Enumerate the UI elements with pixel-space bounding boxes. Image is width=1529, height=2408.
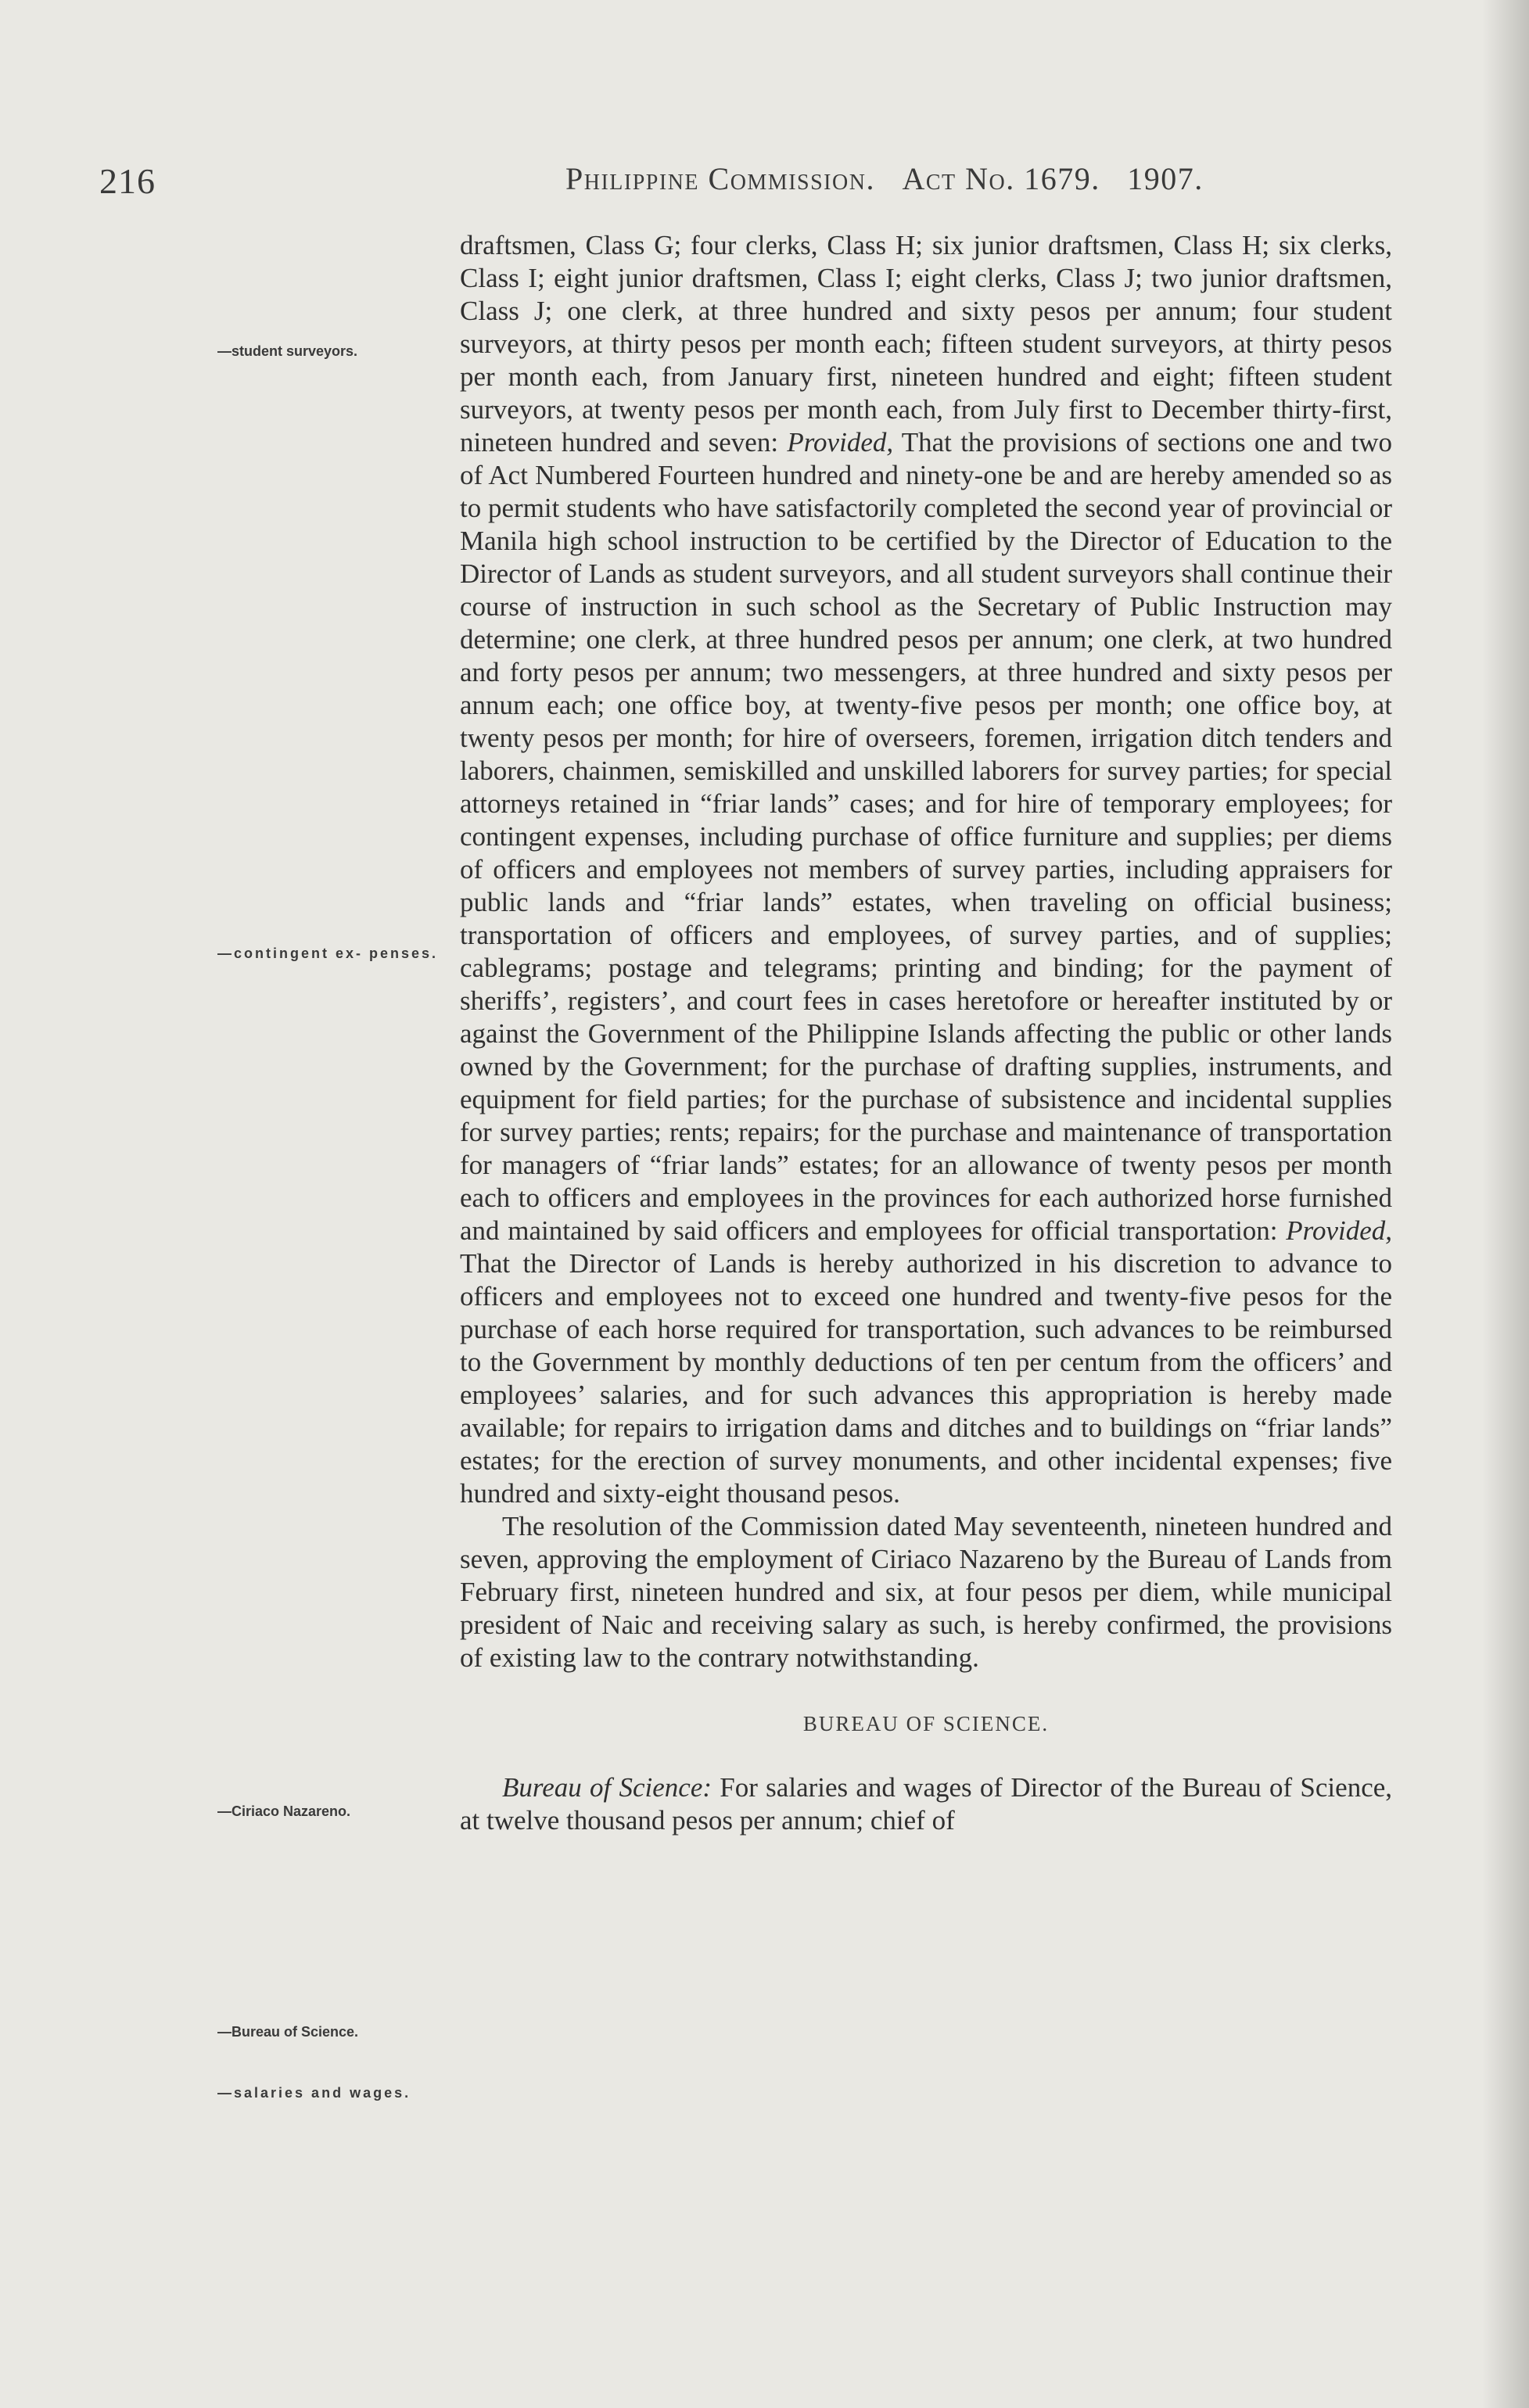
page-edge-shadow (1482, 0, 1529, 2408)
margin-note-ciriaco-nazareno: —Ciriaco Nazareno. (217, 1803, 351, 1819)
running-head (565, 160, 1204, 197)
provided-label: Provided, (787, 427, 894, 458)
margin-note-salaries-and-wages: —salaries and wages. (217, 2085, 411, 2101)
margin-note-contingent-expenses: —contingent ex- penses. (217, 946, 439, 961)
paragraph-lands-appropriation (460, 229, 1392, 1510)
main-text-column (460, 229, 1392, 1837)
paragraph-text: For salaries and wages of Director of the Bureau of Science, at twelve thousand pesos per annum; chief of (460, 1772, 1393, 1836)
running-head-year: 1907. (1127, 161, 1204, 196)
paragraph-text: draftsmen, Class G; four clerks, Class H; six junior draftsmen, Class H; six clerks, Class I; eight junior draftsmen, Class I; eight clerks, Class J; two junior draftsmen, Class J; one clerk, at three hundred and sixty pesos per annum; four student surveyors, at thirty pesos per month each; fifteen student surveyors, at thirty pesos per month each, from January first, nineteen hundred and eight; fifteen student surveyors, at twenty pesos per month each, from July first to December thirty-first, nineteen hundred and seven: (460, 230, 1392, 458)
paragraph-ciriaco-nazareno: The resolution of the Commission dated May seventeenth, nineteen hundred and seven, approving the employment of Ciriaco Nazareno by the Bureau of Lands from February first, nineteen hundred and six, at four pesos per diem, while municipal president of Naic and receiving salary as such, is hereby confirmed, the provisions of existing law to the contrary notwithstanding. (460, 1511, 1392, 1673)
paragraph-bureau-of-science (460, 1771, 1392, 1837)
running-head-act: Act No. 1679. (902, 161, 1100, 196)
running-head-title: Philippine Commission. (565, 161, 875, 196)
paragraph-text: That the Director of Lands is hereby authorized in his discretion to advance to officers and employees not to exceed one hundred and twenty-five pesos for the purchase of each horse required for transportation, such advances to be reimbursed to the Government by monthly deductions of ten per centum from the officers’ and employees’ salaries, and for such advances this appropriation is hereby made available; for repairs to irrigation dams and ditches and to buildings on “friar lands” estates; for the erection of survey monuments, and other incidental expenses; five hundred and sixty-eight thousand pesos. (460, 1248, 1392, 1509)
paragraph-lead: Bureau of Science: (502, 1772, 712, 1803)
provided-label: Provided, (1286, 1215, 1392, 1246)
margin-note-student-surveyors: —student surveyors. (217, 343, 358, 359)
paragraph-text: That the provisions of sections one and two of Act Numbered Fourteen hundred and ninety-one be and are hereby amended so as to permit students who have satisfactorily completed the second year of provincial or Manila high school instruction to be certified by the Director of Education to the Director of Lands as student surveyors, and all student surveyors shall continue their course of instruction in such school as the Secretary of Public Instruction may determine; one clerk, at three hundred pesos per annum; one clerk, at two hundred and forty pesos per annum; two messengers, at three hundred and sixty pesos per annum each; one office boy, at twenty-five pesos per month; one office boy, at twenty pesos per month; for hire of overseers, foremen, irrigation ditch tenders and laborers, chainmen, semiskilled and unskilled laborers for survey parties; for special attorneys retained in “friar lands” cases; and for hire of temporary employees; for contingent expenses, including purchase of office furniture and supplies; per diems of officers and employees not members of survey parties, including appraisers for public lands and “friar lands” estates, when traveling on official business; transportation of officers and employees, of survey parties, and of supplies; cablegrams; postage and telegrams; printing and binding; for the payment of sheriffs’, registers’, and court fees in cases heretofore or hereafter instituted by or against the Government of the Philippine Islands affecting the public or other lands owned by the Government; for the purchase of drafting supplies, instruments, and equipment for field parties; for the purchase of subsistence and incidental supplies for survey parties; rents; repairs; for the purchase and maintenance of transportation for managers of “friar lands” estates; for an allowance of twenty pesos per month each to officers and employees in the provinces for each authorized horse furnished and maintained by said officers and employees for official transportation: (460, 427, 1392, 1246)
page-number: 216 (99, 161, 156, 201)
section-heading: BUREAU OF SCIENCE. (802, 1712, 1050, 1735)
margin-note-bureau-of-science: —Bureau of Science. (217, 2024, 359, 2040)
